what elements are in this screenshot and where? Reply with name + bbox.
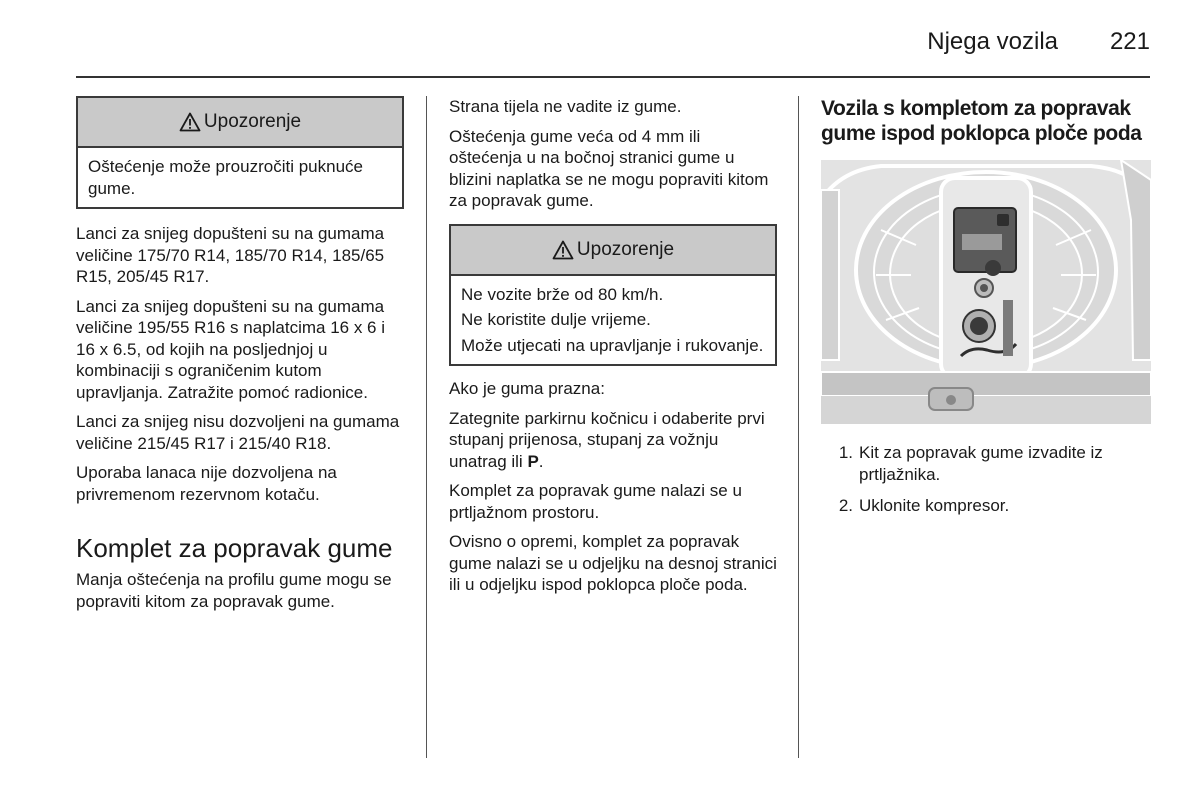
column-3	[821, 96, 1151, 527]
paragraph: Komplet za popravak gume nalazi se u prtljažnom prostoru.	[449, 481, 742, 522]
warning-body	[451, 276, 775, 365]
warning-triangle-icon	[552, 240, 574, 260]
subsection-heading: Vozila s kompletom za popravak gume ispod poklopca ploče poda	[821, 97, 1142, 145]
paragraph: Lanci za snijeg dopušteni su na gumama veličine 175/70 R14, 185/70 R14, 185/65 R15, 205/45 R17.	[76, 224, 385, 286]
warning-header	[451, 226, 775, 276]
column-2	[449, 96, 777, 604]
page-header	[76, 22, 1150, 78]
paragraph-text: Zategnite parkirnu kočnicu i odaberite prvi stupanj prijenosa, stupanj za vožnju unatrag ili	[449, 408, 765, 471]
paragraph: Strana tijela ne vadite iz gume.	[449, 97, 682, 116]
column-1	[76, 96, 404, 620]
paragraph: Lanci za snijeg dopušteni su na gumama veličine 195/55 R16 s naplatcima 16 x 6 i 16 x 6.5, od kojih na posljednjoj u kombinaciji s ograničenim kutom upravljanja. Zatražite pomoć radionice.	[76, 296, 386, 402]
section-heading: Komplet za popravak gume	[76, 533, 393, 563]
step-number: 2.	[838, 496, 853, 515]
warning-text: Ne vozite brže od 80 km/h.	[461, 284, 664, 304]
warning-title: Upozorenje	[576, 238, 675, 260]
paragraph: Ako je guma prazna:	[449, 379, 605, 398]
warning-box	[76, 96, 404, 209]
trunk-floor-illustration	[821, 160, 1151, 424]
warning-text: Ne koristite dulje vrijeme.	[461, 310, 651, 329]
paragraph	[449, 408, 777, 473]
warning-title: Upozorenje	[203, 111, 302, 132]
warning-box	[449, 224, 777, 367]
paragraph: Lanci za snijeg nisu dozvoljeni na gumama veličine 215/45 R17 i 215/40 R18.	[76, 412, 400, 453]
section-title: Njega vozila	[927, 28, 1058, 55]
gear-label: P	[527, 451, 539, 471]
warning-header	[78, 98, 402, 148]
paragraph: Ovisno o opremi, komplet za popravak gume nalazi se u odjeljku na desnoj stranici ili u odjeljku ispod poklopca ploče poda.	[449, 532, 777, 594]
warning-body	[78, 148, 402, 207]
page-number: 221	[1109, 28, 1150, 55]
step-text: Kit za popravak gume izvadite iz prtljažnika.	[859, 443, 1103, 484]
warning-text: Može utjecati na upravljanje i rukovanje.	[461, 335, 764, 355]
paragraph: Manja oštećenja na profilu gume mogu se popraviti kitom za popravak gume.	[76, 570, 392, 611]
step-number: 1.	[838, 443, 853, 462]
list-item	[821, 495, 1151, 517]
warning-text: Oštećenje može prouzročiti puknuće gume.	[88, 157, 363, 198]
paragraph: Oštećenja gume veća od 4 mm ili oštećenja u na bočnoj stranici gume u blizini naplatka se ne mogu popraviti kitom za popravak gume.	[449, 126, 769, 210]
list-item	[821, 442, 1151, 485]
paragraph: Uporaba lanaca nije dozvoljena na privremenom rezervnom kotaču.	[76, 463, 337, 504]
step-text: Uklonite kompresor.	[859, 496, 1010, 515]
column-divider	[426, 96, 427, 758]
column-divider	[798, 96, 799, 758]
warning-triangle-icon	[179, 112, 201, 132]
paragraph-text-end: .	[538, 451, 544, 471]
steps-list	[821, 442, 1151, 517]
